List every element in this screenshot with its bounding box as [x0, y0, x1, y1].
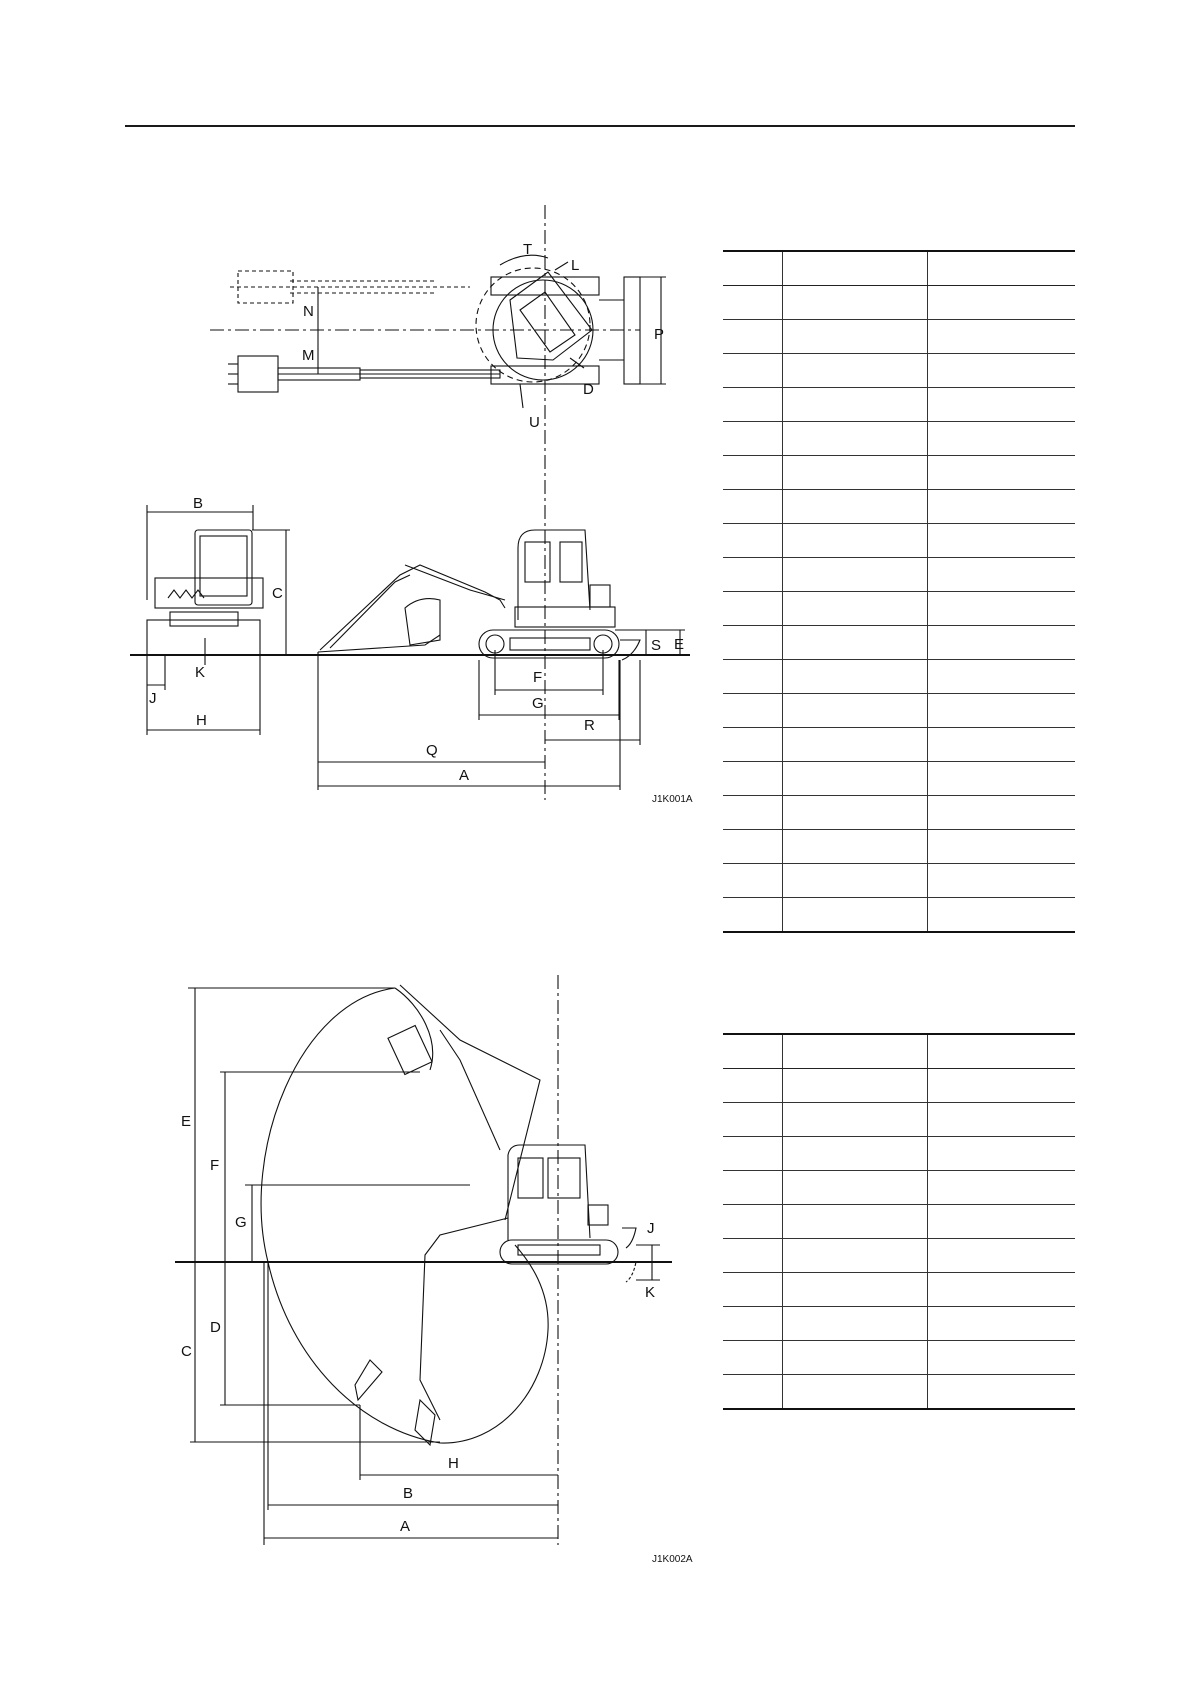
table-cell: [783, 354, 928, 388]
table-cell: [928, 1239, 1076, 1273]
table-cell: [783, 1273, 928, 1307]
table-cell: [783, 660, 928, 694]
table-cell: [928, 762, 1076, 796]
table-cell: [928, 660, 1076, 694]
fig1-label-m: M: [302, 347, 315, 364]
table-cell: [783, 1205, 928, 1239]
specification-table-2: [723, 1033, 1075, 1410]
table-cell: [928, 1273, 1076, 1307]
table-cell: [723, 898, 783, 933]
fig1-label-b: B: [193, 495, 204, 512]
table-cell: [928, 592, 1076, 626]
fig1-label-n: N: [303, 303, 314, 320]
table-row: [723, 1103, 1075, 1137]
table-cell: [928, 1375, 1076, 1410]
table-row: [723, 796, 1075, 830]
table-cell: [783, 286, 928, 320]
table-cell: [723, 1375, 783, 1410]
table-cell: [723, 320, 783, 354]
table-cell: [928, 1069, 1076, 1103]
table-cell: [783, 1341, 928, 1375]
table-cell: [723, 1239, 783, 1273]
table-row: [723, 592, 1075, 626]
table-cell: [783, 694, 928, 728]
fig1-label-r: R: [584, 717, 595, 734]
fig2-label-a: A: [400, 1518, 411, 1535]
table-row: [723, 320, 1075, 354]
table-cell: [928, 388, 1076, 422]
fig1-label-s: S: [651, 637, 662, 654]
table-cell: [928, 286, 1076, 320]
table-cell: [783, 1171, 928, 1205]
table-cell: [928, 524, 1076, 558]
table-cell: [928, 1341, 1076, 1375]
table-row: [723, 898, 1075, 933]
fig2-label-f: F: [210, 1157, 220, 1174]
table-row: [723, 1137, 1075, 1171]
table-cell: [783, 796, 928, 830]
table-row: [723, 864, 1075, 898]
table-cell: [783, 456, 928, 490]
table-row: [723, 524, 1075, 558]
table-cell: [723, 626, 783, 660]
table-row: [723, 558, 1075, 592]
fig2-label-h: H: [448, 1455, 459, 1472]
fig2-label-c: C: [181, 1343, 192, 1360]
table-cell: [723, 422, 783, 456]
table-cell: [783, 558, 928, 592]
fig1-label-t: T: [523, 241, 533, 258]
table-cell: [928, 694, 1076, 728]
table-row: [723, 1307, 1075, 1341]
table-row: [723, 694, 1075, 728]
table-cell: [928, 1171, 1076, 1205]
table-cell: [783, 592, 928, 626]
table-row: [723, 490, 1075, 524]
table-cell: [723, 286, 783, 320]
table-cell: [783, 388, 928, 422]
table-cell: [723, 1307, 783, 1341]
table-cell: [928, 864, 1076, 898]
fig1-label-h: H: [196, 712, 207, 729]
table-row: [723, 626, 1075, 660]
table-row: [723, 660, 1075, 694]
table-header-row: [723, 1034, 1075, 1069]
table-cell: [783, 1375, 928, 1410]
fig1-label-j: J: [149, 690, 157, 707]
table-cell: [928, 490, 1076, 524]
table-cell: [783, 1069, 928, 1103]
table-cell: [783, 762, 928, 796]
fig1-code: J1K001A: [652, 794, 693, 805]
table-header-cell: [783, 1034, 928, 1069]
table-cell: [928, 1205, 1076, 1239]
fig2-label-g: G: [235, 1214, 247, 1231]
table-cell: [928, 796, 1076, 830]
fig1-label-l: L: [571, 257, 580, 274]
table-cell: [783, 524, 928, 558]
table-row: [723, 422, 1075, 456]
table-cell: [928, 728, 1076, 762]
table-cell: [723, 1069, 783, 1103]
specification-table-1: [723, 250, 1075, 933]
fig1-label-f: F: [533, 669, 543, 686]
table-cell: [783, 1307, 928, 1341]
table-cell: [928, 354, 1076, 388]
table-cell: [723, 728, 783, 762]
table-header-cell: [928, 1034, 1076, 1069]
fig1-label-g: G: [532, 695, 544, 712]
fig1-label-e: E: [674, 636, 685, 653]
table-cell: [723, 830, 783, 864]
table-row: [723, 354, 1075, 388]
table-row: [723, 830, 1075, 864]
fig2-label-e: E: [181, 1113, 192, 1130]
table-cell: [723, 762, 783, 796]
fig1-label-c: C: [272, 585, 283, 602]
table-header-cell: [783, 251, 928, 286]
table-cell: [928, 558, 1076, 592]
table-cell: [928, 422, 1076, 456]
table-cell: [723, 1103, 783, 1137]
table-header-cell: [928, 251, 1076, 286]
table-cell: [928, 456, 1076, 490]
table-row: [723, 286, 1075, 320]
table-cell: [783, 626, 928, 660]
table-cell: [783, 1103, 928, 1137]
table-header-cell: [723, 1034, 783, 1069]
table-row: [723, 456, 1075, 490]
fig2-label-b: B: [403, 1485, 414, 1502]
table-cell: [723, 1205, 783, 1239]
table-header-cell: [723, 251, 783, 286]
table-header-row: [723, 251, 1075, 286]
table-cell: [723, 388, 783, 422]
table-cell: [928, 626, 1076, 660]
fig1-label-k: K: [195, 664, 206, 681]
table-row: [723, 1341, 1075, 1375]
table-cell: [783, 490, 928, 524]
table-cell: [928, 898, 1076, 933]
table-cell: [723, 864, 783, 898]
fig1-label-q: Q: [426, 742, 438, 759]
table-cell: [723, 1137, 783, 1171]
table-row: [723, 388, 1075, 422]
table-cell: [928, 320, 1076, 354]
table-cell: [723, 592, 783, 626]
table-cell: [783, 320, 928, 354]
table-cell: [928, 1103, 1076, 1137]
fig2-label-j: J: [647, 1220, 655, 1237]
table-cell: [723, 1171, 783, 1205]
table-cell: [783, 898, 928, 933]
table-cell: [723, 1341, 783, 1375]
table-cell: [723, 490, 783, 524]
table-cell: [928, 1137, 1076, 1171]
table-cell: [723, 694, 783, 728]
fig2-label-d: D: [210, 1319, 221, 1336]
table-cell: [723, 354, 783, 388]
table-row: [723, 1171, 1075, 1205]
table-cell: [723, 1273, 783, 1307]
fig1-label-p: P: [654, 326, 665, 343]
table-cell: [723, 524, 783, 558]
table-row: [723, 762, 1075, 796]
fig1-label-a: A: [459, 767, 470, 784]
table-cell: [723, 660, 783, 694]
table-row: [723, 1273, 1075, 1307]
table-cell: [783, 864, 928, 898]
fig2-code: J1K002A: [652, 1554, 693, 1565]
table-cell: [783, 1137, 928, 1171]
table-row: [723, 728, 1075, 762]
table-cell: [723, 796, 783, 830]
table-row: [723, 1069, 1075, 1103]
table-cell: [783, 728, 928, 762]
table-row: [723, 1239, 1075, 1273]
fig1-label-u: U: [529, 414, 540, 431]
table-cell: [723, 558, 783, 592]
table-cell: [723, 456, 783, 490]
fig2-label-k: K: [645, 1284, 656, 1301]
table-row: [723, 1205, 1075, 1239]
table-cell: [928, 1307, 1076, 1341]
table-cell: [783, 422, 928, 456]
table-row: [723, 1375, 1075, 1410]
fig1-label-d: D: [583, 381, 594, 398]
table-cell: [783, 1239, 928, 1273]
table-cell: [928, 830, 1076, 864]
table-cell: [783, 830, 928, 864]
